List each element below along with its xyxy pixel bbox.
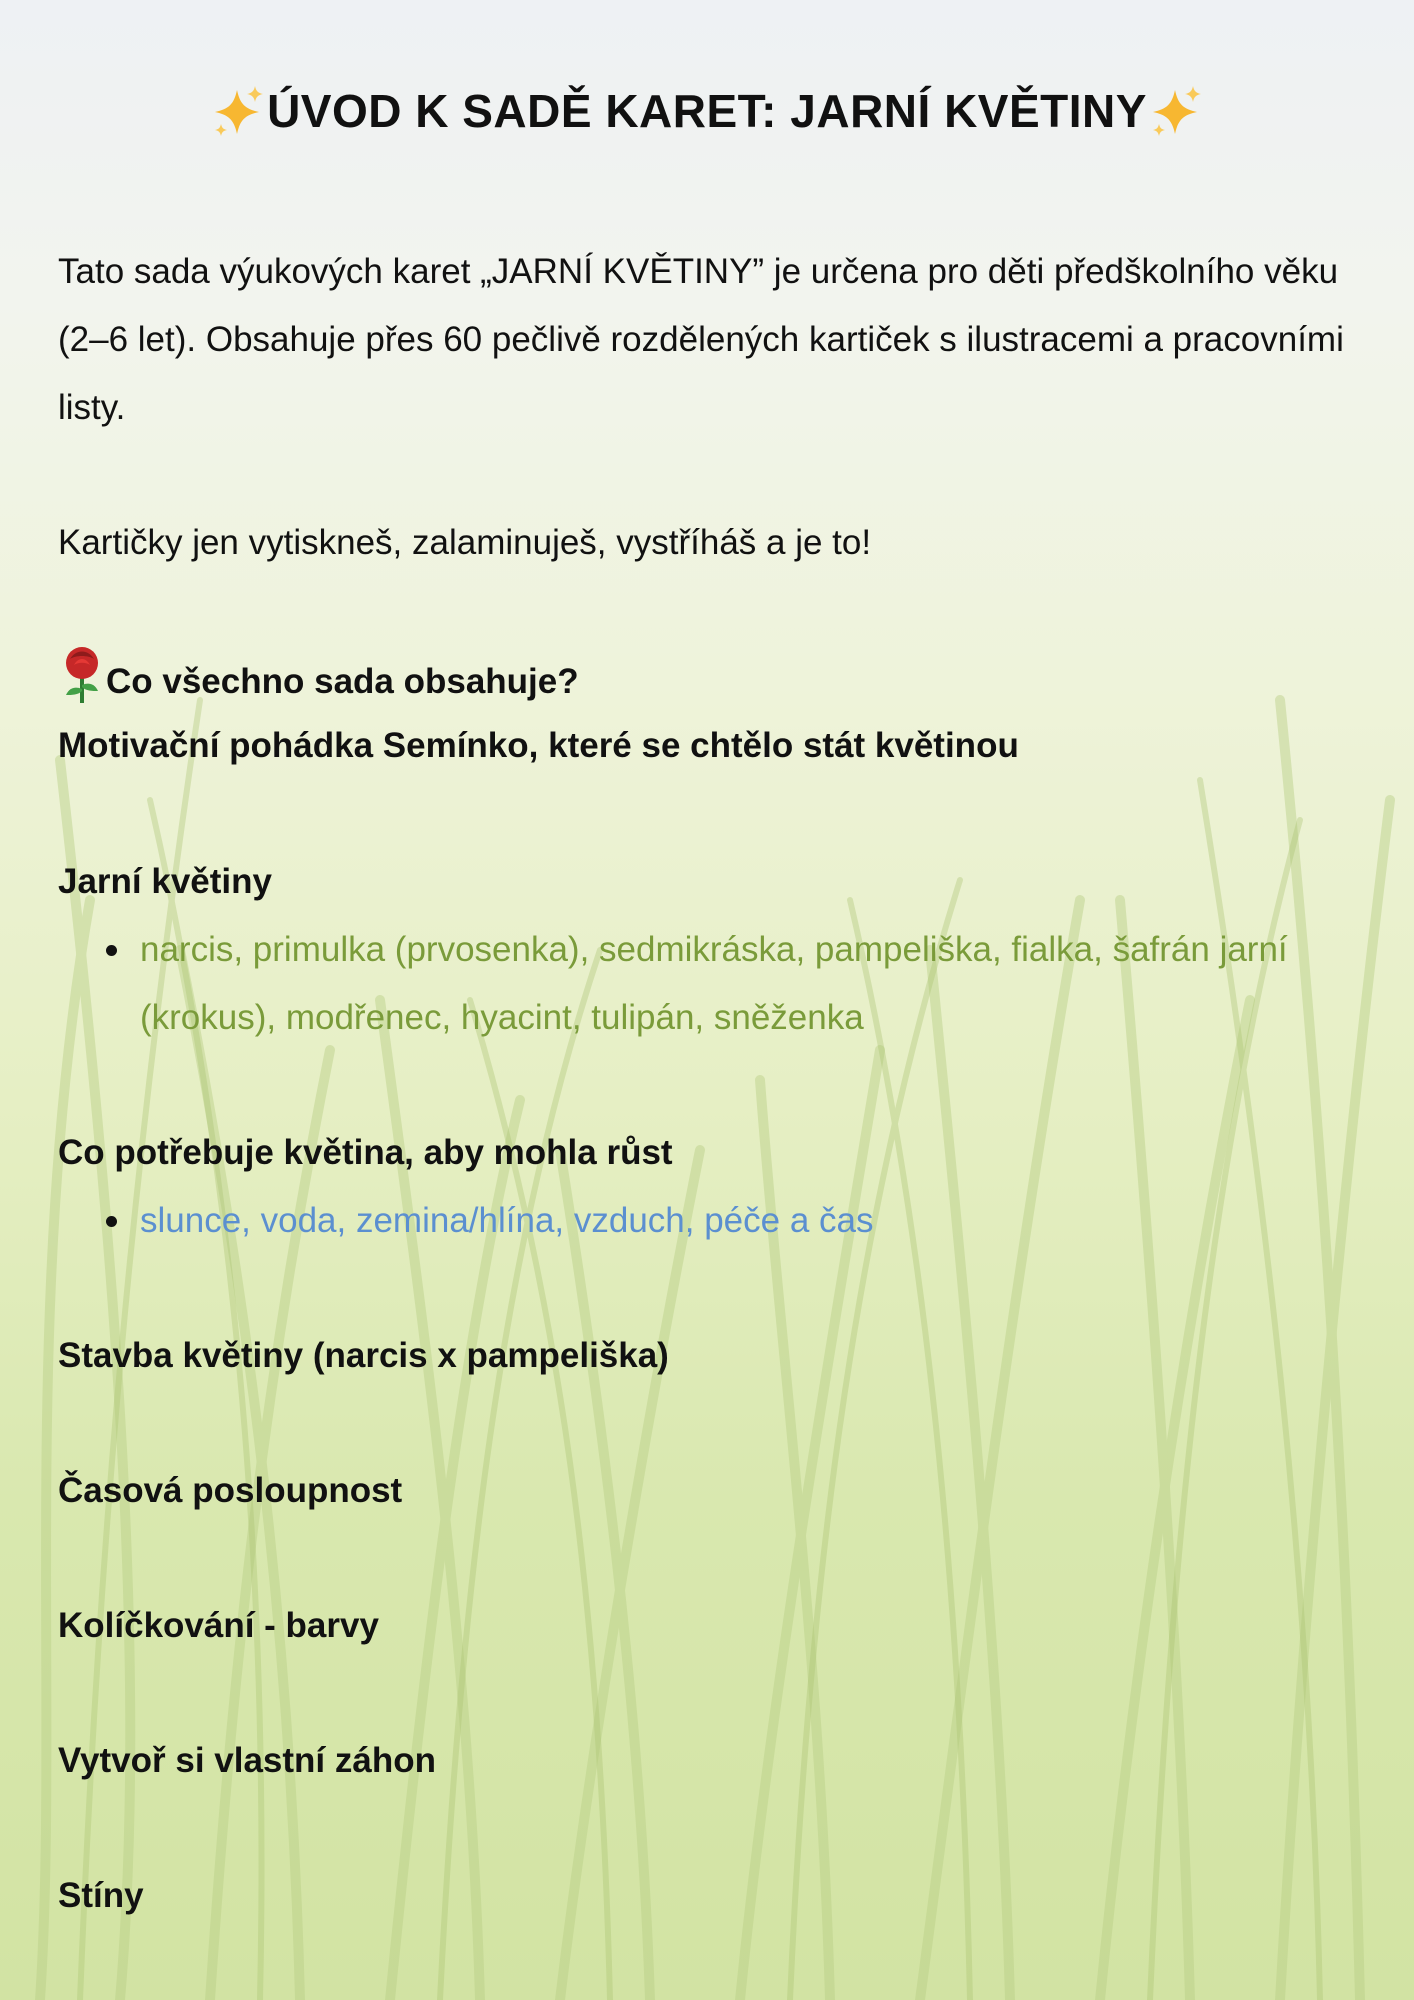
list-item bbox=[140, 916, 1340, 1052]
sparkles-icon bbox=[1147, 82, 1205, 140]
section-title-flower-structure: Stavba květiny (narcis x pampeliška) bbox=[58, 1336, 669, 1375]
section-title-own-garden: Vytvoř si vlastní záhon bbox=[58, 1741, 436, 1780]
title-text: ÚVOD K SADĚ KARET: JARNÍ KVĚTINY bbox=[267, 85, 1147, 137]
section-title-shadows: Stíny bbox=[58, 1876, 144, 1915]
section-title-spring-flowers: Jarní květiny bbox=[58, 862, 272, 901]
page-title bbox=[0, 80, 1414, 142]
section-title-growth-needs: Co potřebuje květina, aby mohla růst bbox=[58, 1133, 673, 1172]
list-item bbox=[140, 1187, 1340, 1255]
bullet-icon bbox=[106, 945, 117, 956]
contents-heading bbox=[58, 645, 579, 716]
rose-icon bbox=[58, 645, 106, 705]
story-title: Motivační pohádka Semínko, které se chtělo stát květinou bbox=[58, 726, 1019, 765]
intro-tip: Kartičky jen vytiskneš, zalaminuješ, vystříháš a je to! bbox=[58, 523, 872, 562]
bullet-icon bbox=[106, 1216, 117, 1227]
list-item-text: narcis, primulka (prvosenka), sedmikráska, pampeliška, fialka, šafrán jarní (krokus), modřenec, hyacint, tulipán, sněženka bbox=[140, 930, 1288, 1037]
sparkles-icon bbox=[209, 82, 267, 140]
contents-heading-text: Co všechno sada obsahuje? bbox=[106, 662, 579, 701]
section-title-clothespin-colors: Kolíčkování - barvy bbox=[58, 1606, 379, 1645]
list-item-text: slunce, voda, zemina/hlína, vzduch, péče a čas bbox=[140, 1201, 874, 1240]
section-title-time-sequence: Časová posloupnost bbox=[58, 1471, 403, 1510]
intro-paragraph: Tato sada výukových karet „JARNÍ KVĚTINY” je určena pro děti předškolního věku (2–6 let). Obsahuje přes 60 pečlivě rozdělených kartiček s ilustracemi a pracovními listy. bbox=[58, 252, 1344, 427]
